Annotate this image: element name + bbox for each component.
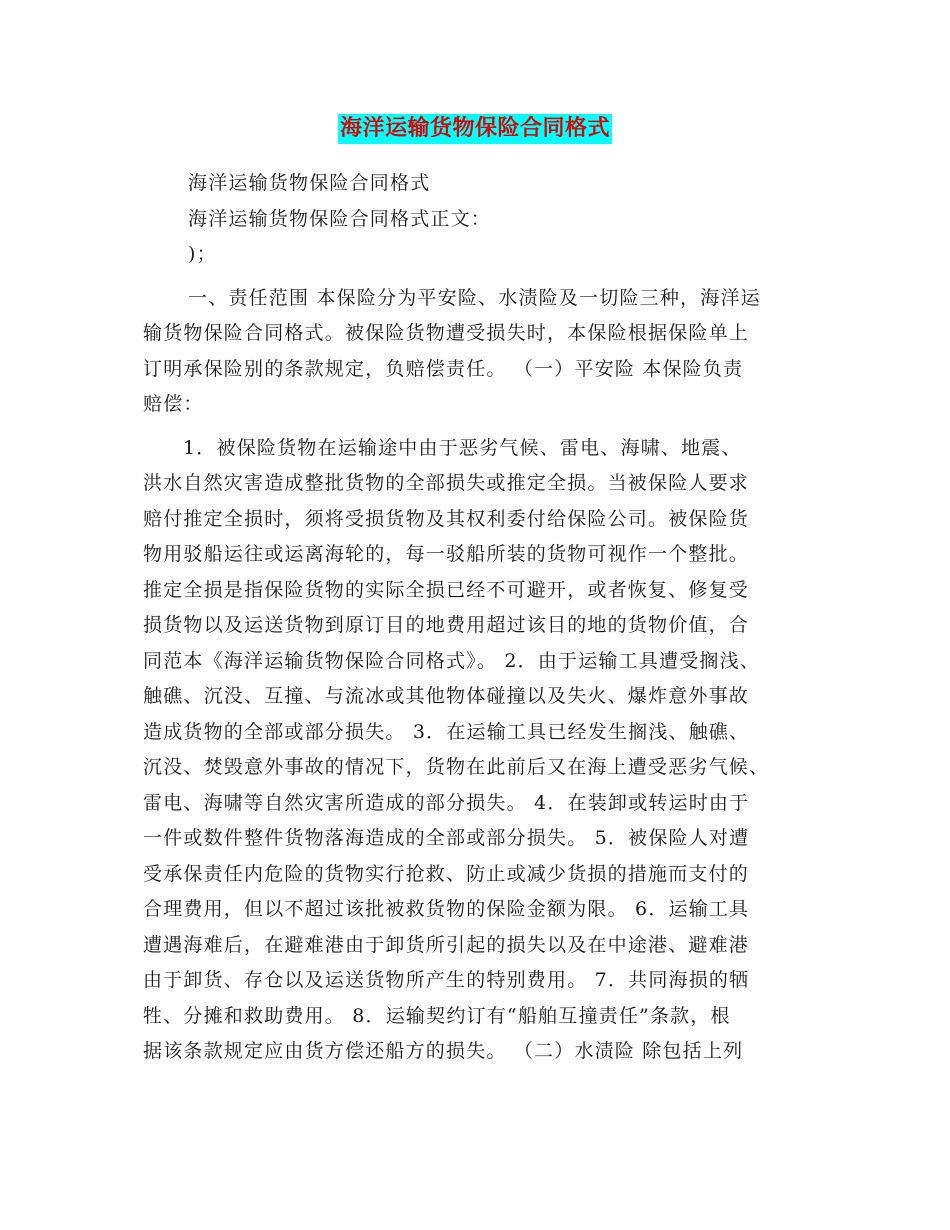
text-line: 同范本《海洋运输货物保险合同格式》。 2．由于运输工具遭受搁浅、 [143, 649, 761, 672]
text-line: 洪水自然灾害造成整批货物的全部损失或推定全损。当被保险人要求 [143, 472, 750, 494]
text-line: 输货物保险合同格式。被保险货物遭受损失时，本保险根据保险单上 [143, 322, 750, 344]
text-line: 雷电、海啸等自然灾害所造成的部分损失。 4．在装卸或转运时由于 [143, 791, 750, 814]
text-line: 一件或数件整件货物落海造成的全部或部分损失。 5．被保险人对遭 [143, 827, 750, 849]
text-line: 遭遇海难后，在避难港由于卸货所引起的损失以及在中途港、避难港 [143, 933, 750, 956]
title-container [0, 114, 950, 144]
text-line: 1．被保险货物在运输途中由于恶劣气候、雷电、海啸、地震、 [183, 436, 742, 459]
text-line: 订明承保险别的条款规定，负赔偿责任。 （一）平安险 本保险负责 [143, 357, 744, 380]
text-line: 受承保责任内危险的货物实行抢救、防止或减少货损的措施而支付的 [143, 862, 750, 885]
text-line: 牲、分摊和救助费用。 8．运输契约订有“船舶互撞责任”条款，根 [143, 1004, 731, 1027]
text-line: )； [188, 243, 217, 265]
text-line: 海洋运输货物保险合同格式正文： [188, 207, 492, 230]
text-line: 一、责任范围 本保险分为平安险、水渍险及一切险三种，海洋运 [188, 286, 761, 309]
text-line: 沉没、焚毁意外事故的情况下，货物在此前后又在海上遭受恶劣气候、 [143, 756, 770, 778]
text-line: 触礁、沉没、互撞、与流冰或其他物体碰撞以及失火、爆炸意外事故 [143, 685, 750, 707]
text-line: 据该条款规定应由货方偿还船方的损失。 （二）水渍险 除包括上列 [143, 1040, 744, 1062]
text-line: 推定全损是指保险货物的实际全损已经不可避开，或者恢复、修复受 [143, 578, 750, 601]
text-line: 物用驳船运往或运离海轮的，每一驳船所装的货物可视作一个整批。 [143, 543, 750, 565]
document-body [143, 166, 823, 1070]
document-title: 海洋运输货物保险合同格式 [338, 114, 612, 144]
text-line: 由于卸货、存仓以及运送货物所产生的特别费用。 7．共同海损的牺 [143, 969, 750, 991]
text-line: 造成货物的全部或部分损失。 3．在运输工具已经发生搁浅、触礁、 [143, 720, 750, 743]
text-line: 损货物以及运送货物到原订目的地费用超过该目的地的货物价值，合 [143, 614, 750, 636]
text-line: 赔付推定全损时，须将受损货物及其权利委付给保险公司。被保险货 [143, 507, 750, 530]
text-line: 海洋运输货物保险合同格式 [188, 172, 431, 194]
text-line: 赔偿： [143, 393, 204, 415]
text-line: 合理费用，但以不超过该批被救货物的保险金额为限。 6．运输工具 [143, 898, 750, 920]
